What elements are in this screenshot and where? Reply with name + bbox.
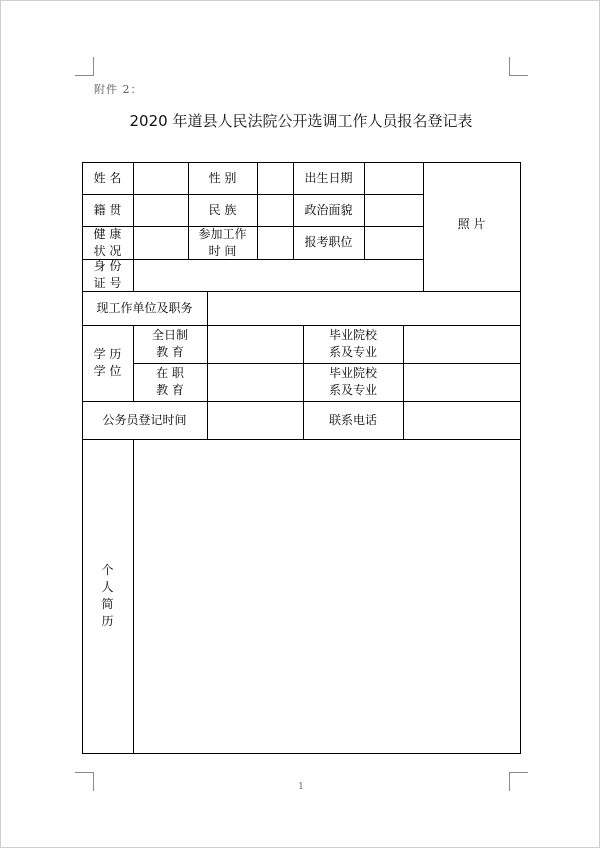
native-place-field[interactable] [133,194,188,226]
name-field[interactable] [133,162,188,194]
resume-field[interactable] [133,439,520,753]
fulltime-school-label: 毕业院校 系及专业 [328,328,377,359]
phone-field[interactable] [403,401,520,439]
fulltime-education-field[interactable] [207,325,303,363]
phone-label: 联系电话 [328,412,377,427]
health-label: 健 康 状 况 [93,226,122,258]
ethnicity-label: 民 族 [208,202,237,217]
inservice-education-label: 在 职 教 育 [156,366,184,397]
current-work-label: 现工作单位及职务 [96,300,193,315]
resume-label: 个 人 简 历 [101,563,114,628]
work-start-label: 参加工作 时 间 [198,226,247,258]
gender-field[interactable] [257,162,293,194]
civil-servant-registration-label: 公务员登记时间 [102,412,187,427]
id-number-label: 身 份 证 号 [93,259,122,290]
ethnicity-field[interactable] [257,194,293,226]
native-place-label: 籍 贯 [93,202,122,217]
fulltime-school-field[interactable] [403,325,520,363]
inservice-school-field[interactable] [403,363,520,401]
birth-field[interactable] [364,162,423,194]
attachment-label: 附件 2： [94,83,143,96]
fulltime-education-label: 全日制 教 育 [151,328,188,359]
health-field[interactable] [133,226,188,259]
form-title: 2020 年道县人民法院公开选调工作人员报名登记表 [129,112,473,130]
education-label: 学 历 学 位 [93,347,122,378]
gender-label: 性 别 [208,170,237,185]
inservice-school-label: 毕业院校 系及专业 [328,366,377,397]
applied-position-field[interactable] [364,226,423,259]
birth-label: 出生日期 [304,170,353,185]
political-status-field[interactable] [364,194,423,226]
applied-position-label: 报考职位 [304,235,353,249]
page-number: 1 [298,782,304,792]
photo-box[interactable]: 照 片 [457,217,486,231]
inservice-education-field[interactable] [207,363,303,401]
political-status-label: 政治面貌 [304,202,353,217]
name-label: 姓 名 [93,170,122,185]
id-number-field[interactable] [133,259,423,291]
work-start-field[interactable] [257,226,293,259]
registration-form [1,1,600,849]
current-work-field[interactable] [207,291,520,325]
civil-servant-registration-field[interactable] [207,401,303,439]
